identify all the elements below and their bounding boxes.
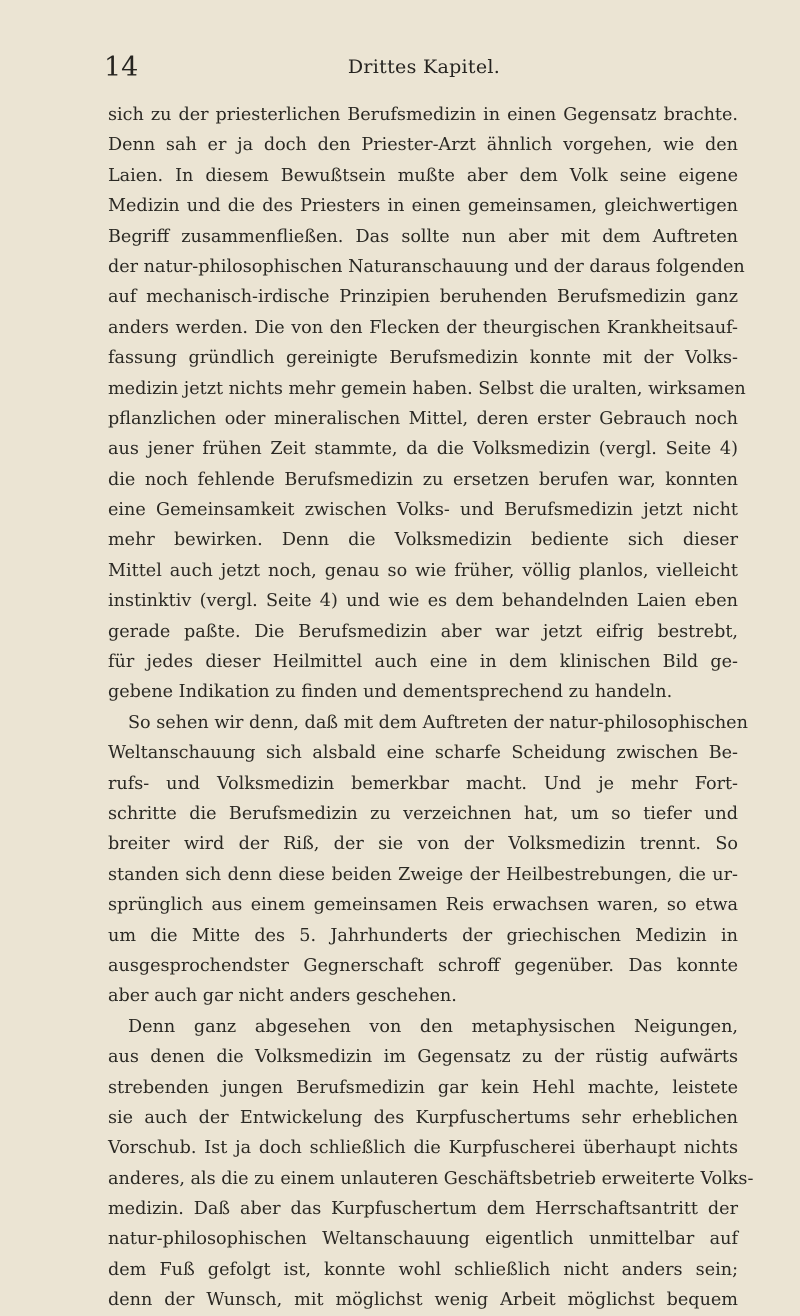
text-line: die noch fehlende Berufsmedizin zu ersetzen berufen war, konnten xyxy=(108,469,738,490)
paragraph xyxy=(108,1012,754,1316)
text-line: auf mechanisch-irdische Prinzipien beruhenden Berufsmedizin ganz xyxy=(108,287,738,308)
text-line: Medizin und die des Priesters in einen gemeinsamen, gleichwertigen xyxy=(108,196,738,217)
text-line: mehr bewirken. Denn die Volksmedizin bediente sich dieser xyxy=(108,530,738,551)
text-line: breiter wird der Riß, der sie von der Volksmedizin trennt. So xyxy=(108,834,738,855)
text-line: Begriff zusammenfließen. Das sollte nun aber mit dem Auftreten xyxy=(108,226,738,247)
text-line: rufs- und Volksmedizin bemerkbar macht. Und je mehr Fort- xyxy=(108,773,738,794)
text-line: anders werden. Die von den Flecken der theurgischen Krankheitsauf- xyxy=(108,317,738,338)
paragraph xyxy=(108,708,748,1012)
text-line: Laien. In diesem Bewußtsein mußte aber dem Volk seine eigene xyxy=(108,165,738,186)
text-line: um die Mitte des 5. Jahrhunderts der griechischen Medizin in xyxy=(108,925,738,946)
text-line: der natur-philosophischen Naturanschauung und der daraus folgenden xyxy=(108,256,745,277)
text-line: fassung gründlich gereinigte Berufsmedizin konnte mit der Volks- xyxy=(108,348,738,369)
text-line: eine Gemeinsamkeit zwischen Volks- und Berufsmedizin jetzt nicht xyxy=(108,500,738,521)
text-line: strebenden jungen Berufsmedizin gar kein Hehl machte, leistete xyxy=(108,1077,738,1098)
text-line: dem Fuß gefolgt ist, konnte wohl schließlich nicht anders sein; xyxy=(108,1259,738,1280)
text-line: Vorschub. Ist ja doch schließlich die Kurpfuscherei überhaupt nichts xyxy=(108,1138,738,1159)
page-header xyxy=(104,50,744,84)
text-line: anderes, als die zu einem unlauteren Geschäftsbetrieb erweiterte Volks- xyxy=(108,1168,754,1189)
text-line: Weltanschauung sich alsbald eine scharfe Scheidung zwischen Be- xyxy=(108,743,738,764)
text-line: gerade paßte. Die Berufsmedizin aber war jetzt eifrig bestrebt, xyxy=(108,621,738,642)
text-line: pflanzlichen oder mineralischen Mittel, deren erster Gebrauch noch xyxy=(108,408,738,429)
body-text xyxy=(108,100,754,1316)
text-line: medizin jetzt nichts mehr gemein haben. Selbst die uralten, wirksamen xyxy=(108,378,746,399)
text-line: Denn sah er ja doch den Priester-Arzt ähnlich vorgehen, wie den xyxy=(108,135,738,156)
text-line: sich zu der priesterlichen Berufsmedizin in einen Gegensatz brachte. xyxy=(108,105,738,125)
running-title: Drittes Kapitel. xyxy=(347,56,501,78)
text-line: gebene Indikation zu finden und dementsprechend zu handeln. xyxy=(108,682,673,703)
text-line: medizin. Daß aber das Kurpfuschertum dem Herrschaftsantritt der xyxy=(108,1199,738,1220)
text-line: aber auch gar nicht anders geschehen. xyxy=(108,986,457,1007)
text-line: ausgesprochendster Gegnerschaft schroff gegenüber. Das konnte xyxy=(108,955,738,976)
text-line: sie auch der Entwickelung des Kurpfuschertums sehr erheblichen xyxy=(108,1107,738,1128)
text-line: instinktiv (vergl. Seite 4) und wie es dem behandelnden Laien eben xyxy=(108,591,738,612)
text-line: aus denen die Volksmedizin im Gegensatz zu der rüstig aufwärts xyxy=(108,1047,738,1068)
text-line: Denn ganz abgesehen von den metaphysischen Neigungen, xyxy=(128,1016,738,1037)
text-line: schritte die Berufsmedizin zu verzeichnen hat, um so tiefer und xyxy=(108,803,738,824)
text-line: natur-philosophischen Weltanschauung eigentlich unmittelbar auf xyxy=(108,1229,738,1250)
text-line: So sehen wir denn, daß mit dem Auftreten der natur-philosophischen xyxy=(128,712,748,733)
text-line: sprünglich aus einem gemeinsamen Reis erwachsen waren, so etwa xyxy=(108,895,738,916)
text-line: standen sich denn diese beiden Zweige der Heilbestrebungen, die ur- xyxy=(108,864,738,885)
paragraph xyxy=(108,100,746,708)
page-number: 14 xyxy=(104,52,139,83)
text-line: aus jener frühen Zeit stammte, da die Volksmedizin (vergl. Seite 4) xyxy=(108,439,738,460)
text-line: für jedes dieser Heilmittel auch eine in dem klinischen Bild ge- xyxy=(108,652,738,673)
text-line: Mittel auch jetzt noch, genau so wie früher, völlig planlos, vielleicht xyxy=(108,560,738,581)
text-line: denn der Wunsch, mit möglichst wenig Arbeit möglichst bequem xyxy=(108,1290,738,1311)
